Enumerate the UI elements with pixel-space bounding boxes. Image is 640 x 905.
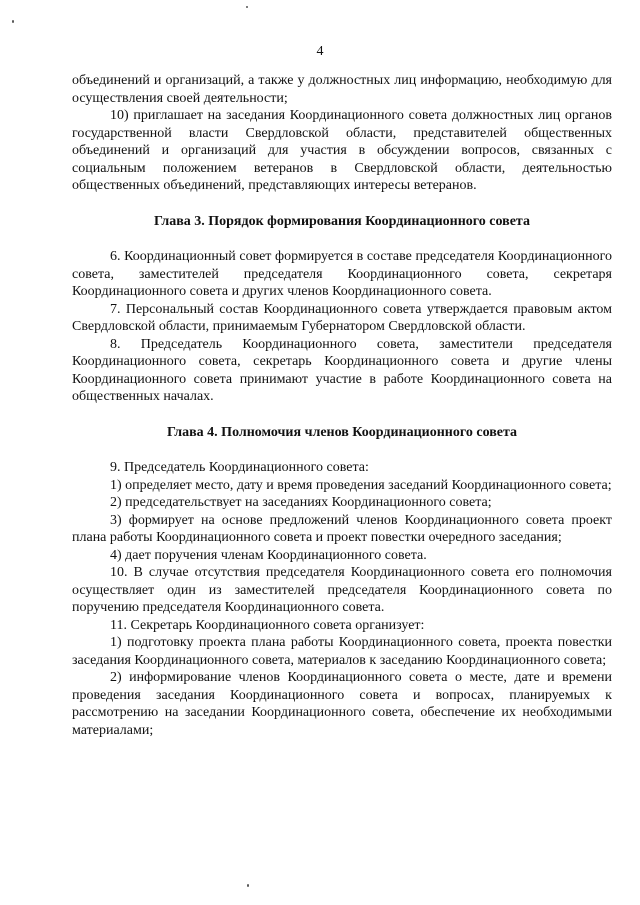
paragraph-11: 11. Секретарь Координационного совета организует: (110, 617, 425, 633)
paragraph-11-2: 2) информирование членов Координационного совета о месте, дате и времени проведения заседания Координационного совета и вопросах, планируемых к рассмотрению на заседании Координационного совета, обеспечение их необходимыми материалами; (72, 670, 612, 738)
paragraph-9-2: 2) председательствует на заседаниях Координационного совета; (110, 495, 492, 510)
scan-speck (12, 20, 14, 23)
paragraph-9-1: 1) определяет место, дату и время проведения заседаний Координационного совета; (110, 477, 612, 493)
paragraph-8: 8. Председатель Координационного совета, заместители председателя Координационного совета, секретарь Координационного совета и другие члены Координационного совета принимают участие в работе Координационного совета на общественных началах. (72, 336, 612, 404)
paragraph-6: 6. Координационный совет формируется в составе председателя Координационного совета, заместителей председателя Координационного совета, секретаря Координационного совета и других членов Координационного совета. (72, 249, 612, 299)
paragraph-9-4: 4) дает поручения членам Координационного совета. (110, 547, 427, 563)
page-number: 4 (316, 44, 324, 59)
paragraph-9: 9. Председатель Координационного совета: (110, 460, 369, 475)
scan-speck (247, 884, 249, 887)
scan-speck (246, 6, 248, 8)
paragraph-item-10: 10) приглашает на заседания Координационного совета должностных лиц органов государственной власти Свердловской области, представителей общественных объединений и организаций для участия в обсуждении вопросов, связанных с социальным положением ветеранов в Свердловской области, деятельностью общественных объединений, представляющих интересы ветеранов. (72, 108, 612, 193)
document-body (72, 72, 612, 739)
paragraph-11-1: 1) подготовку проекта плана работы Координационного совета, проекта повестки заседания Координационного совета, материалов к заседанию Координационного совета; (72, 635, 612, 668)
paragraph-9-3: 3) формирует на основе предложений членов Координационного совета проект плана работы Координационного совета и проект повестки очередного заседания; (72, 512, 612, 545)
chapter-3-heading: Глава 3. Порядок формирования Координационного совета (154, 213, 530, 229)
paragraph-continued: объединений и организаций, а также у должностных лиц информацию, необходимую для осуществления своей деятельности; (72, 73, 612, 106)
chapter-4-heading: Глава 4. Полномочия членов Координационного совета (166, 424, 518, 440)
paragraph-7: 7. Персональный состав Координационного совета утверждается правовым актом Свердловской области, принимаемым Губернатором Свердловской области. (72, 301, 612, 334)
paragraph-10: 10. В случае отсутствия председателя Координационного совета его полномочия осуществляет один из заместителей председателя Координационного совета по поручению председателя Координационного совета. (72, 565, 612, 615)
